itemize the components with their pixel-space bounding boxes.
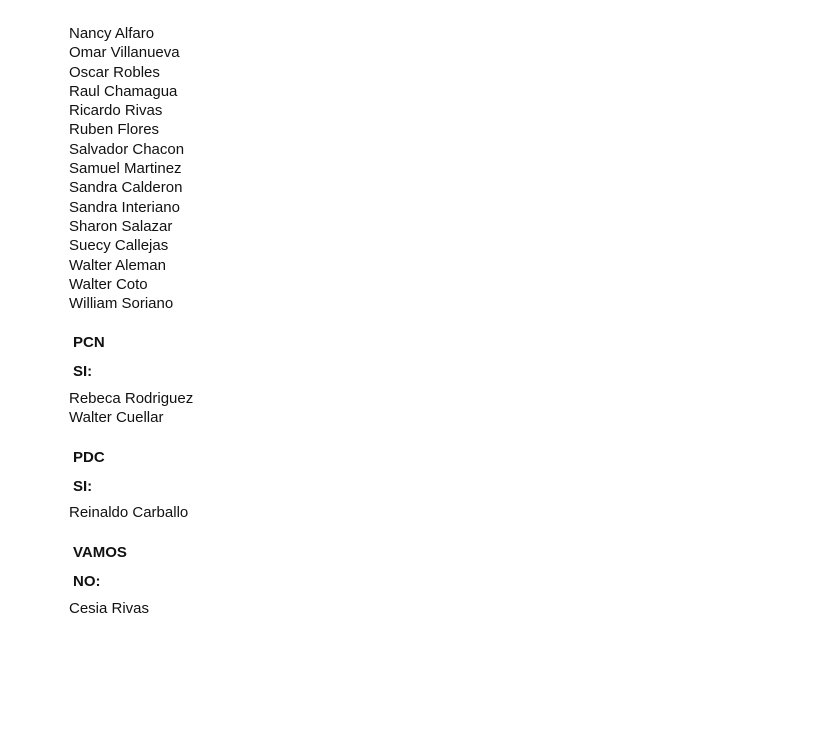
list-item: Reinaldo Carballo [69,504,189,521]
party-member-list [69,503,188,522]
list-item: Sandra Calderon [69,179,183,197]
party-name: PDC [73,449,105,466]
vote-label: SI: [73,363,93,380]
vote-label: SI: [73,478,93,495]
list-item: Ruben Flores [69,121,160,139]
list-item: Raul Chamagua [69,82,178,100]
list-item: Ricardo Rivas [69,102,163,120]
vote-label: NO: [73,573,101,590]
list-item: William Soriano [69,295,174,313]
list-item: Suecy Callejas [69,237,169,255]
list-item: Cesia Rivas [69,600,150,617]
party-name: VAMOS [73,544,127,561]
list-item: Oscar Robles [69,63,160,81]
list-item: Walter Cuellar [69,409,164,427]
list-item: Walter Aleman [69,256,166,274]
list-item: Walter Coto [69,275,148,293]
list-item: Rebeca Rodriguez [69,390,194,407]
continued-name-list [69,24,184,313]
list-item: Salvador Chacon [69,140,185,158]
party-member-list [69,599,149,618]
list-item: Nancy Alfaro [69,25,155,42]
list-item: Samuel Martinez [69,160,182,178]
list-item: Sandra Interiano [69,198,180,216]
list-item: Sharon Salazar [69,217,173,235]
party-member-list [69,389,193,428]
list-item: Omar Villanueva [69,44,180,62]
party-name: PCN [73,334,105,351]
